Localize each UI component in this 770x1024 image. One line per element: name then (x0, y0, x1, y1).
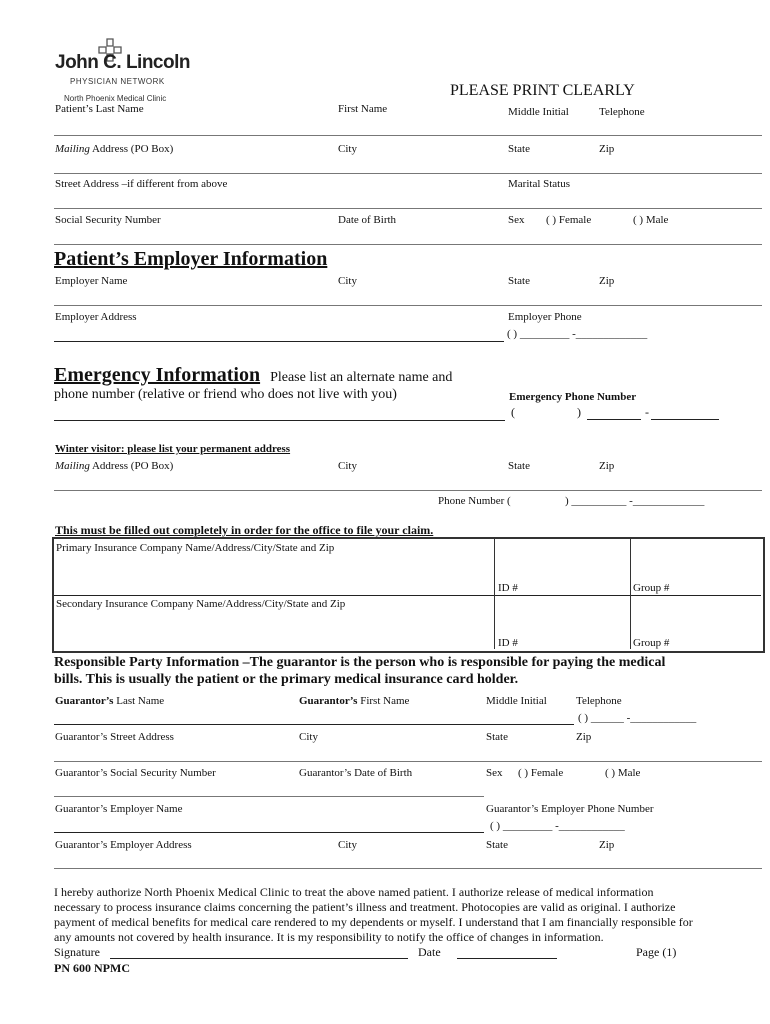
employer-phone-field[interactable]: ( ) _________ -_____________ (507, 328, 648, 340)
street-address-label: Street Address –if different from above (55, 178, 228, 190)
guarantor-state-label: State (486, 731, 508, 743)
primary-insurance-label: Primary Insurance Company Name/Address/City/State and Zip (56, 542, 335, 554)
guarantor-city-label: City (299, 731, 318, 743)
telephone-label: Telephone (599, 106, 645, 118)
primary-insurance-field[interactable] (53, 540, 493, 594)
authorization-line-2: necessary to process insurance claims concerning the patient’s illness and treatment. Photocopies are valid as original. I authorize (54, 900, 676, 914)
emergency-heading: Emergency Information (54, 364, 261, 386)
winter-zip-label: Zip (599, 460, 615, 472)
guarantor-first-name-label: Guarantor’s First Name (299, 695, 410, 707)
emergency-phone-label: Emergency Phone Number (509, 391, 637, 403)
middle-initial-label: Middle Initial (508, 106, 569, 118)
secondary-id-label: ID # (498, 637, 518, 649)
patient-last-name-label: Patient’s Last Name (55, 103, 144, 115)
female-checkbox[interactable]: ( ) Female (546, 214, 592, 226)
emergency-note-1: Please list an alternate name and (270, 370, 453, 385)
guarantor-telephone-label: Telephone (576, 695, 622, 707)
insurance-notice: This must be filled out completely in order for the office to file your claim. (55, 523, 434, 537)
city-label: City (338, 143, 357, 155)
name-field-line[interactable] (54, 135, 762, 136)
secondary-insurance-label: Secondary Insurance Company Name/Address/City/State and Zip (56, 598, 346, 610)
guarantor-male-checkbox[interactable]: ( ) Male (605, 767, 641, 779)
employer-name-line[interactable] (54, 305, 762, 306)
signature-line[interactable] (110, 958, 408, 959)
guarantor-dob-label: Guarantor’s Date of Birth (299, 767, 413, 779)
male-checkbox[interactable]: ( ) Male (633, 214, 669, 226)
guarantor-employer-line[interactable] (54, 832, 484, 833)
emergency-phone-field[interactable]: ( ) - (511, 405, 721, 421)
authorization-line-1: I hereby authorize North Phoenix Medical Clinic to treat the above named patient. I authorize release of medical information (54, 885, 654, 899)
authorization-line-4: any amounts not covered by health insurance. It is my responsibility to notify the office of changes in information. (54, 930, 604, 944)
guarantor-middle-label: Middle Initial (486, 695, 547, 707)
primary-id-label: ID # (498, 582, 518, 594)
date-line[interactable] (457, 958, 557, 959)
guarantor-female-checkbox[interactable]: ( ) Female (518, 767, 564, 779)
guarantor-name-line[interactable] (54, 724, 574, 725)
guarantor-last-name-label: Guarantor’s Last Name (55, 695, 165, 707)
mailing-address-label: Mailing Address (PO Box) (55, 143, 174, 155)
first-name-label: First Name (338, 103, 388, 115)
guarantor-sex-label: Sex (486, 767, 503, 779)
winter-heading: Winter visitor: please list your permanent address (55, 443, 291, 455)
guarantor-employer-state-label: State (486, 839, 508, 851)
guarantor-employer-city-label: City (338, 839, 357, 851)
date-label: Date (418, 945, 441, 959)
employer-address-label: Employer Address (55, 311, 137, 323)
guarantor-phone-field[interactable]: ( ) ______ -____________ (578, 712, 697, 724)
page-number: Page (1) (636, 945, 677, 959)
winter-mailing-label: Mailing Address (PO Box) (55, 460, 174, 472)
mailing-field-line[interactable] (54, 173, 762, 174)
guarantor-employer-address-label: Guarantor’s Employer Address (55, 839, 192, 851)
authorization-line-3: payment of medical benefits for medical care rendered to my dependents or myself. I understand that I am financially responsible for (54, 915, 693, 929)
guarantor-ssn-label: Guarantor’s Social Security Number (55, 767, 216, 779)
winter-state-label: State (508, 460, 530, 472)
guarantor-employer-phone-field[interactable]: ( ) _________ -____________ (490, 820, 625, 832)
ssn-field-line[interactable] (54, 244, 762, 245)
insurance-col-divider-1 (494, 539, 495, 649)
dob-label: Date of Birth (338, 214, 397, 226)
employer-zip-label: Zip (599, 275, 615, 287)
guarantor-zip-label: Zip (576, 731, 592, 743)
logo-name: John C. Lincoln (55, 52, 190, 73)
employer-name-label: Employer Name (55, 275, 128, 287)
marital-status-label: Marital Status (508, 178, 571, 190)
guarantor-heading-1: Responsible Party Information –The guarantor is the person who is responsible for paying the medical (54, 655, 666, 670)
primary-group-label: Group # (633, 582, 670, 594)
page-title: PLEASE PRINT CLEARLY (450, 82, 635, 99)
winter-phone-field[interactable]: ) __________ -_____________ (565, 495, 705, 507)
guarantor-employer-zip-label: Zip (599, 839, 615, 851)
logo-network: PHYSICIAN NETWORK (70, 77, 165, 86)
insurance-col-divider-2 (630, 539, 631, 649)
guarantor-employer-label: Guarantor’s Employer Name (55, 803, 183, 815)
zip-label: Zip (599, 143, 615, 155)
street-field-line[interactable] (54, 208, 762, 209)
employer-state-label: State (508, 275, 530, 287)
logo-clinic: North Phoenix Medical Clinic (64, 94, 167, 103)
emergency-heading-row (54, 364, 452, 387)
guarantor-employer-phone-label: Guarantor’s Employer Phone Number (486, 803, 654, 815)
employer-heading: Patient’s Employer Information (54, 248, 328, 270)
emergency-note-2: phone number (relative or friend who does not live with you) (54, 387, 397, 402)
guarantor-street-label: Guarantor’s Street Address (55, 731, 174, 743)
employer-address-line[interactable] (54, 341, 504, 342)
sex-label: Sex (508, 214, 525, 226)
secondary-group-label: Group # (633, 637, 670, 649)
winter-phone-label: Phone Number ( (438, 495, 511, 507)
guarantor-street-line[interactable] (54, 761, 762, 762)
winter-city-label: City (338, 460, 357, 472)
employer-phone-label: Employer Phone (508, 311, 582, 323)
secondary-insurance-field[interactable] (53, 612, 493, 648)
insurance-row-divider (54, 595, 761, 596)
employer-city-label: City (338, 275, 357, 287)
signature-label: Signature (54, 945, 100, 959)
guarantor-ssn-line[interactable] (54, 796, 484, 797)
emergency-name-line[interactable] (54, 420, 505, 421)
guarantor-employer-address-line[interactable] (54, 868, 762, 869)
form-code: PN 600 NPMC (54, 961, 130, 975)
guarantor-heading-2: bills. This is usually the patient or the primary medical insurance card holder. (54, 672, 519, 687)
winter-address-line[interactable] (54, 490, 762, 491)
state-label: State (508, 143, 530, 155)
ssn-label: Social Security Number (55, 214, 161, 226)
